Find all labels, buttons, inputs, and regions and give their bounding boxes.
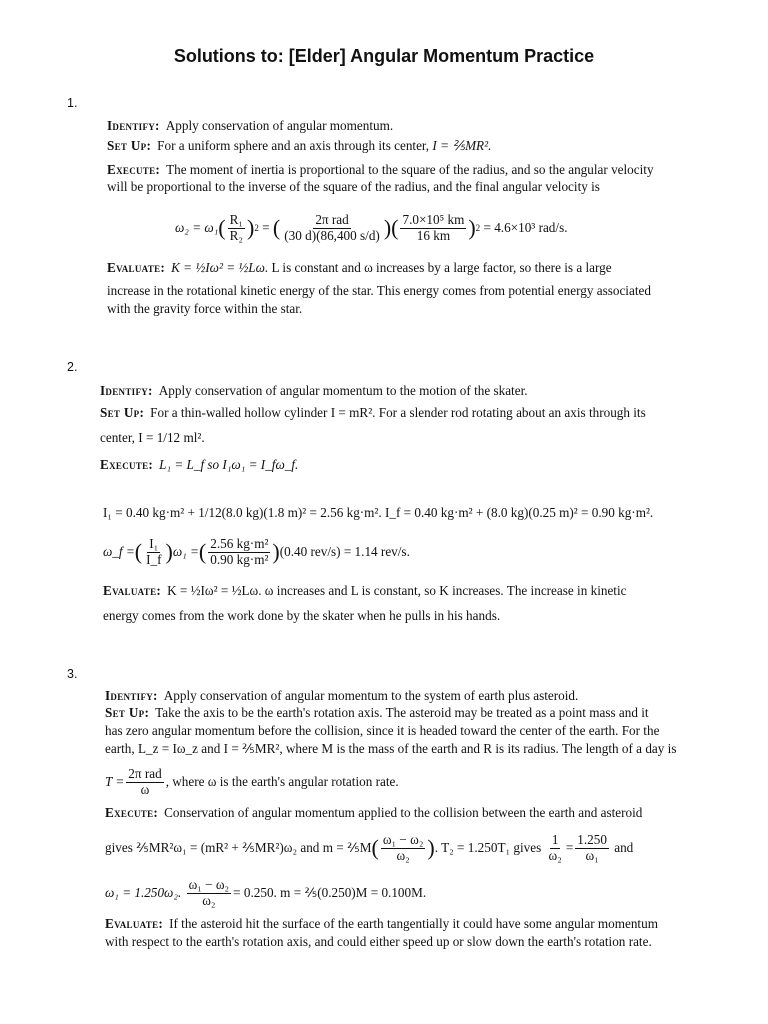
identify-text: Apply conservation of angular momentum to the motion of the skater.: [158, 383, 528, 398]
problem-number-3: 3.: [67, 667, 78, 681]
p3-execute: [105, 806, 642, 819]
identify-label: Identify:: [100, 383, 153, 398]
identify-label: Identify:: [105, 688, 158, 703]
p1-evaluate: [107, 261, 612, 274]
execute-label: Execute:: [107, 162, 161, 177]
evaluate-line-1: L is constant and ω increases by a large factor, so there is a large: [271, 260, 612, 275]
p3-evaluate: [105, 917, 658, 930]
execute-label: Execute:: [100, 457, 154, 472]
gives-f1n: 1: [551, 831, 559, 847]
evaluate-line-1: If the asteroid hit the surface of the earth tangentially it could have some angular momentum: [169, 916, 658, 931]
p2-setup: [100, 406, 646, 419]
p1-identify: [107, 119, 393, 132]
res-b: = 0.250. m = ⅖(0.250)M = 0.100M.: [233, 885, 427, 901]
p3-period-formula: [105, 762, 399, 802]
gives-and: and: [614, 840, 634, 856]
p1-execute: [107, 163, 654, 176]
eq-rad: 2π rad: [315, 211, 349, 227]
evaluate-label: Evaluate:: [107, 260, 166, 275]
p2-evaluate-line-2: energy comes from the work done by the skater when he pulls in his hands.: [103, 608, 501, 623]
identify-text: Apply conservation of angular momentum to the system of earth plus asteroid.: [163, 688, 579, 703]
eq-w1: ω₁ =: [172, 544, 199, 560]
eq-radius-num: 7.0×10⁵ km: [402, 211, 465, 227]
execute-text: L₁ = L_f so I₁ω₁ = I_fω_f.: [159, 457, 299, 472]
evaluate-line-1: K = ½Iω² = ½Lω. ω increases and L is constant, so K increases. The increase in kinetic: [167, 583, 627, 598]
p2-inertia-line: I₁ = 0.40 kg·m² + 1/12(8.0 kg)(1.8 m)² = 2.56 kg·m². I_f = 0.40 kg·m² + (8.0 kg)(0.25 m)² = 0.90 kg·m².: [103, 505, 654, 520]
setup-text: For a uniform sphere and an axis through its center,: [157, 138, 430, 153]
eq-den: 0.90 kg·m²: [210, 551, 269, 567]
p3-result-line: [105, 874, 426, 912]
t-den: ω: [140, 781, 150, 797]
eq-lhs: ω₂ = ω₁: [175, 220, 219, 236]
evaluate-label: Evaluate:: [105, 916, 164, 931]
p3-evaluate-line-2: with respect to the earth's rotation axis, and could either speed up or slow down the earth's rotation rate.: [105, 934, 652, 949]
eq-result: = 4.6×10³ rad/s.: [483, 220, 568, 236]
p3-setup-line-2: has zero angular momentum before the collision, since it is headed toward the center of the earth. For the: [105, 723, 660, 738]
eq-lhs: ω_f =: [103, 544, 135, 560]
res-a: ω₁ = 1.250ω₂.: [105, 885, 182, 901]
problem-number-2: 2.: [67, 360, 78, 374]
t-after: , where ω is the earth's angular rotation rate.: [165, 774, 399, 790]
p1-evaluate-line-2: increase in the rotational kinetic energy of the star. This energy comes from potential energy associated: [107, 283, 651, 298]
setup-line-1: Take the axis to be the earth's rotation axis. The asteroid may be treated as a point mass and it: [155, 705, 649, 720]
p2-setup-line-2: center, I = 1/12 ml².: [100, 430, 205, 445]
p3-setup: [105, 706, 649, 719]
gives-den: ω₂: [396, 847, 410, 863]
eq-result: (0.40 rev/s) = 1.14 rev/s.: [279, 544, 410, 560]
execute-label: Execute:: [105, 805, 159, 820]
p2-evaluate: [103, 584, 627, 597]
p1-setup: [107, 139, 491, 152]
identify-label: Identify:: [107, 118, 160, 133]
p1-evaluate-line-3: with the gravity force within the star.: [107, 301, 303, 316]
eq-r1: R₁: [229, 211, 244, 227]
p2-identify: [100, 384, 528, 397]
p2-equation: ω_f = ( I₁ I_f ) ω₁ = ( $\frac{\text{2.56 kg·m²}}{\text{0.90 kg·m²}}$ ) (0.40 rev/s) = 1.14 rev/s.: [103, 535, 410, 567]
setup-formula: I = ⅖MR².: [432, 138, 492, 153]
gives-a: gives ⅖MR²ω₁ = (mR² + ⅖MR²)ω₂ and m = ⅖M: [105, 840, 372, 856]
res-num: ω₁ − ω₂: [188, 876, 230, 892]
identify-text: Apply conservation of angular momentum.: [165, 118, 394, 133]
p1-equation: ω₂ = ω₁ ( R₁ R₂ ) 2 = ( 2π rad (30 d)(86,400 s/d) )( $\frac{\text{7.0×10⁵ km}}{16 km}$ ) 2 = 4.6×10³ rad/s.: [175, 211, 568, 243]
setup-label: Set Up:: [107, 138, 152, 153]
res-den: ω₂: [202, 892, 216, 908]
eq-num: 2.56 kg·m²: [210, 535, 269, 551]
gives-num: ω₁ − ω₂: [382, 831, 424, 847]
eq-i1: I₁: [149, 535, 159, 551]
p2-execute: [100, 458, 298, 471]
eq-period: (30 d)(86,400 s/d): [284, 227, 380, 243]
problem-number-1: 1.: [67, 96, 78, 110]
gives-f1d: ω₂: [548, 847, 562, 863]
setup-label: Set Up:: [105, 705, 150, 720]
eq-radius-den: 16 km: [416, 227, 451, 243]
setup-label: Set Up:: [100, 405, 145, 420]
evaluate-label: Evaluate:: [103, 583, 162, 598]
gives-b: . T₂ = 1.250T₁ gives: [434, 840, 542, 856]
p3-identify: [105, 689, 578, 702]
execute-text: Conservation of angular momentum applied to the collision between the earth and asteroid: [164, 805, 643, 820]
p3-gives-line: gives ⅖MR²ω₁ = (mR² + ⅖MR²)ω₂ and m = ⅖M ( $\frac{\text{ω₁ − ω₂}}{\text{ω₂}}$ ) . T₂ = 1.250T₁ gives $\frac{1}{\text{ω₂}}$ = $\frac{1.250}{\text{ω₁}}$ and: [105, 831, 634, 863]
p1-execute-line-2: will be proportional to the inverse of the square of the radius, and the final angular velocity is: [107, 179, 600, 194]
gives-f2d: ω₁: [585, 847, 599, 863]
t-lhs: T =: [105, 774, 125, 790]
gives-f2n: 1.250: [577, 831, 607, 847]
evaluate-formula: K = ½Iω² = ½Lω.: [171, 260, 269, 275]
eq-r2: R₂: [229, 227, 244, 243]
setup-line-1: For a thin-walled hollow cylinder I = mR². For a slender rod rotating about an axis through its: [150, 405, 646, 420]
execute-line-1: The moment of inertia is proportional to the square of the radius, and so the angular velocity: [166, 162, 654, 177]
p3-setup-line-3: earth, L_z = Iω_z and I = ⅖MR², where M is the mass of the earth and R is its radius. The length of a day is: [105, 741, 677, 756]
gives-eq: =: [565, 840, 574, 856]
t-num: 2π rad: [128, 765, 162, 781]
eq-if: I_f: [146, 551, 162, 567]
page-title: Solutions to: [Elder] Angular Momentum Practice: [173, 46, 595, 66]
